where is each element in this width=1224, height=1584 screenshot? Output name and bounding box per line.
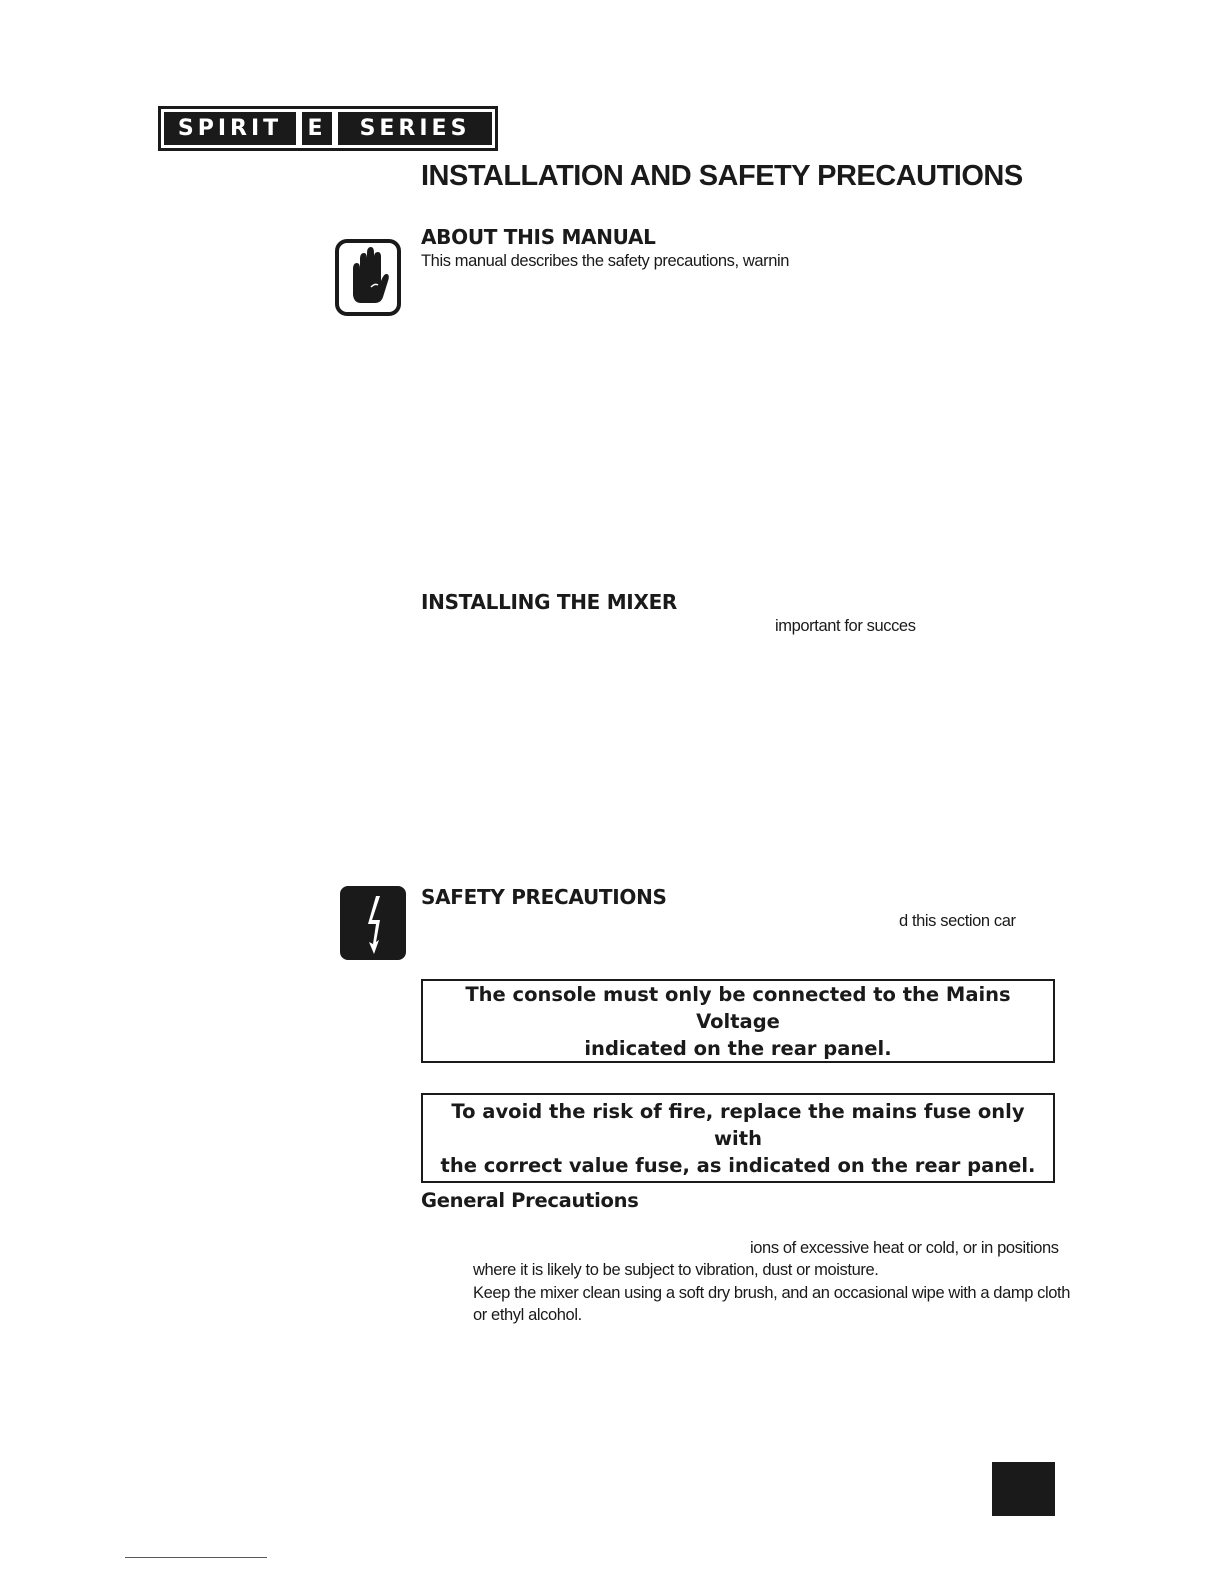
warning1-line2: indicated on the rear panel. [584,1036,892,1060]
warning2-line1: To avoid the risk of fire, replace the mains fuse only with [451,1099,1025,1150]
general-line-1: ions of excessive heat or cold, or in positions [750,1239,1059,1257]
page-number-tab [992,1462,1055,1516]
footer-rule [125,1557,267,1558]
hand-caution-icon [335,239,401,316]
logo-spirit: SPIRIT [164,112,296,145]
installing-heading: INSTALLING THE MIXER [421,590,678,614]
logo-e: E [302,112,332,145]
general-line-3: Keep the mixer clean using a soft dry brush, and an occasional wipe with a damp cloth [473,1284,1071,1302]
installing-text: important for succes [775,617,916,635]
about-heading: ABOUT THIS MANUAL [421,225,656,249]
fuse-warning [421,1093,1055,1183]
general-line-4: or ethyl alcohol. [473,1306,582,1324]
warning2-line2: the correct value fuse, as indicated on the rear panel. [440,1153,1036,1177]
safety-text: d this section car [899,912,1016,930]
general-line-2: where it is likely to be subject to vibration, dust or moisture. [473,1261,879,1279]
page-title: INSTALLATION AND SAFETY PRECAUTIONS [421,160,1023,192]
about-text: This manual describes the safety precautions, warnin [421,252,790,270]
warning1-line1: The console must only be connected to the Mains Voltage [465,982,1011,1033]
spirit-e-series-logo [158,106,498,151]
lightning-bolt-icon [340,886,406,960]
safety-heading: SAFETY PRECAUTIONS [421,885,667,909]
general-heading: General Precautions [421,1189,639,1212]
mains-voltage-warning [421,979,1055,1063]
logo-series: SERIES [338,112,492,145]
